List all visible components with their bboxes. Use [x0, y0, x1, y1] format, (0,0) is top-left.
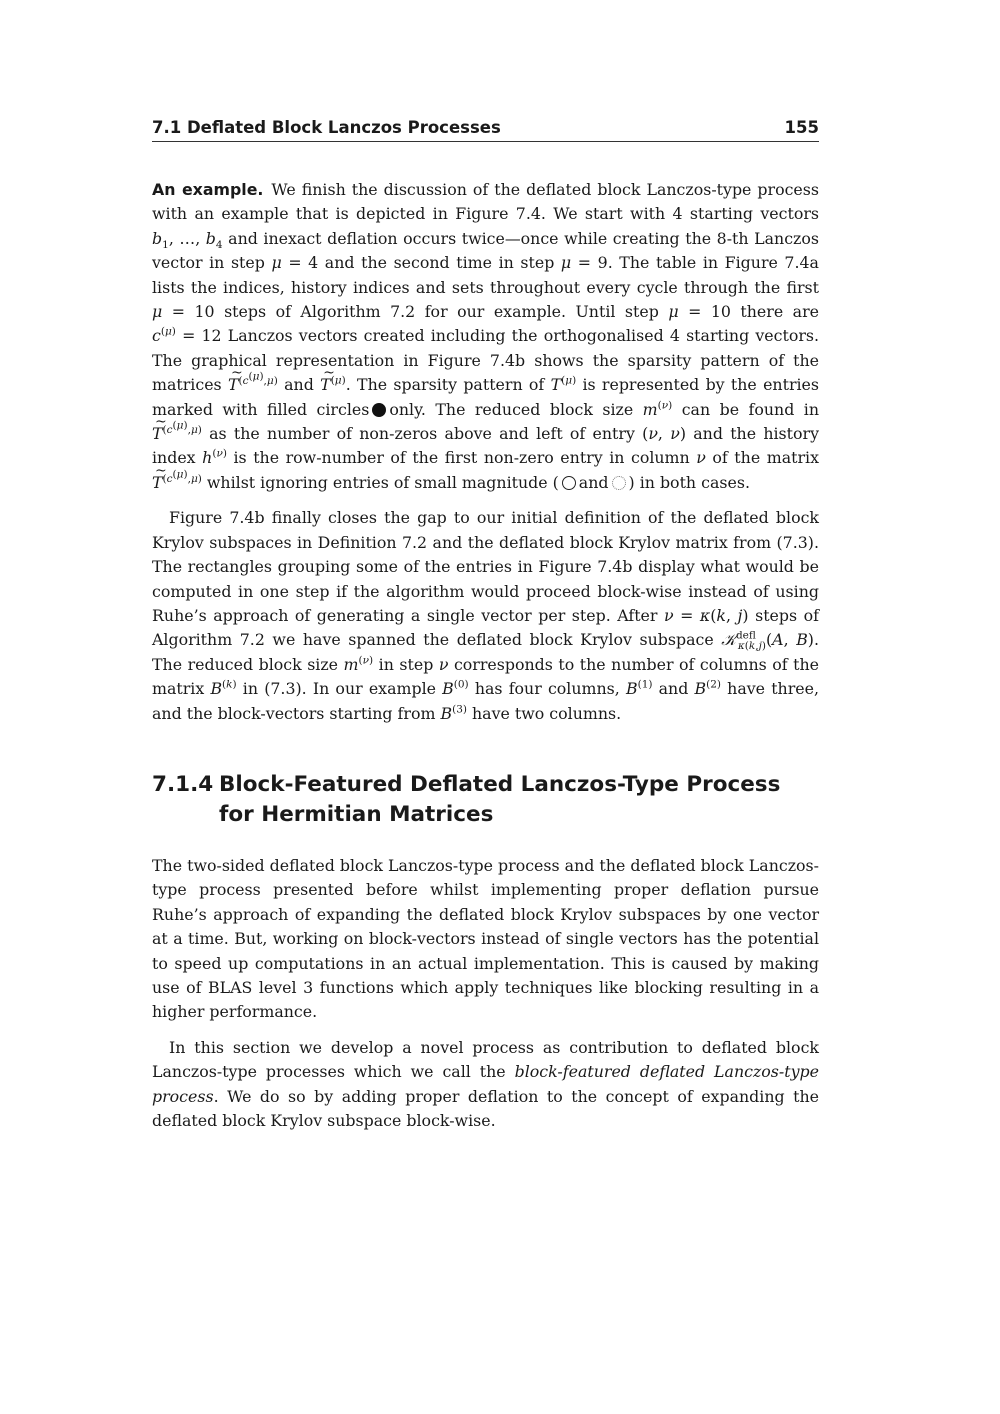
math-T-tilde-mu: ~ $T^{(\mu)}$	[320, 375, 346, 394]
open-circle-icon	[562, 476, 576, 490]
math-B-3: $B^{(3)}$	[440, 703, 467, 723]
math-krylov-subspace: 𝒦$^{defl}_{\kappa(k,j)}$(A, B)	[721, 630, 814, 653]
section-heading	[152, 770, 819, 830]
math-B-1: $B^{(1)}$	[625, 678, 653, 699]
running-head	[152, 118, 819, 142]
math-nu: ν	[696, 448, 706, 468]
paragraph-lead: An example.	[152, 180, 264, 199]
paragraph-intro: The two-sided deflated block Lanczos-type process and the deflated block Lanczos-type process presented before whilst implementing proper deflation pursue Ruhe’s approach of expanding the deflated block Krylov subspaces by one vector at a time. But, working on block-vectors instead of single vectors has the potential to speed up computations in an actual implementation. This is caused by making use of BLAS level 3 functions which apply techniques like blocking resulting in a higher performance.	[152, 855, 819, 1022]
section-number: 7.1.4	[152, 771, 214, 797]
dotted-circle-icon	[612, 476, 626, 490]
math-B-0: $B^{(0)}$	[442, 678, 469, 699]
math-vectors: $b_1$, …, $b_4$	[152, 228, 223, 251]
page	[152, 118, 819, 1133]
math-T-tilde-c-3: ~ $T^{(c^{(\mu)},\mu)}$	[152, 473, 202, 492]
math-entry-nu-nu: (ν, ν)	[642, 424, 686, 444]
paragraph-figure: Figure 7.4b finally closes the gap to our initial definition of the deflated block Krylov subspaces in Definition 7.2 and the deflated block Krylov matrix from (7.3). The rectangles grouping some of the entries in Figure 7.4b display what would be computed in one step if the algorithm would proceed block-wise instead of using Ruhe’s approach of generating a single vector per step. After ν = κ(k, j) steps of Algorithm 7.2 we have spanned the deflated block Krylov subspace 𝒦$^{defl}_{\kappa(k,j)}$(A, B). The reduced block size $m^{(\nu)}$ in step ν corresponds to the number of columns of the matrix $B^{(k)}$ in (7.3). In our example $B^{(0)}$ has four columns, $B^{(1)}$ and $B^{(2)}$ have three, and the block-vectors starting from $B^{(3)}$ have two columns.	[152, 508, 819, 723]
running-head-title: 7.1 Deflated Block Lanczos Processes	[152, 118, 501, 137]
math-c-mu: $c^{(\mu)} = 12$	[152, 326, 222, 346]
section-title: Block-Featured Deflated Lanczos-Type Process for Hermitian Matrices	[219, 771, 781, 827]
math-B-2: $B^{(2)}$	[694, 678, 721, 699]
math-m-nu-2: $m^{(\nu)}$	[343, 654, 374, 674]
paragraph-contribution: In this section we develop a novel process as contribution to deflated block Lanczos-type processes which we call the block-featured deflated Lanczos-type process. We do so by adding proper deflation to the concept of expanding the deflated block Krylov subspace block-wise.	[152, 1037, 819, 1130]
paragraph-example: An example. We finish the discussion of the deflated block Lanczos-type process with an example that is depicted in Figure 7.4. We start with 4 starting vectors $b_1$, …, $b_4$ and inexact deflation occurs twice—once while creating the 8-th Lanczos vector in step μ = 4 and the second time in step μ = 9. The table in Figure 7.4a lists the indices, history indices and sets throughout every cycle through the first μ = 10 steps of Algorithm 7.2 for our example. Until step μ = 10 there are $c^{(\mu)} = 12$ Lanczos vectors created including the orthogonalised 4 starting vectors. The graphical representation in Figure 7.4b shows the sparsity pattern of the matrices ~ $T^{(c^{(\mu)},\mu)}$ and ~ $T^{(\mu)}$. The sparsity pattern of $T^{(\mu)}$ is represented by the entries marked with filled circles only. The reduced block size $m^{(\nu)}$ can be found in ~ $T^{(c^{(\mu)},\mu)}$ as the number of non-zeros above and left of entry (ν, ν) and the history index $h^{(\nu)}$ is the row-number of the first non-zero entry in column ν of the matrix ~ $T^{(c^{(\mu)},\mu)}$ whilst ignoring entries of small magnitude ( and ) in both cases.	[152, 178, 819, 495]
math-h-nu: $h^{(\nu)}$	[202, 448, 227, 468]
math-step-10b: μ = 10	[668, 302, 731, 322]
math-T-tilde-c: ~ $T^{(c^{(\mu)},\mu)}$	[228, 375, 278, 394]
math-T-tilde-c-2: ~ $T^{(c^{(\mu)},\mu)}$	[152, 424, 202, 443]
math-step-10: μ = 10	[152, 302, 215, 322]
emphasis-process-name: block-featured deflated Lanczos-type process	[152, 1062, 819, 1106]
math-step-9: μ = 9	[560, 253, 608, 273]
math-T-mu: $T^{(\mu)}$	[550, 374, 577, 395]
filled-circle-icon	[372, 403, 386, 417]
math-nu-2: ν	[438, 654, 449, 674]
math-nu-kappa: ν = κ(k, j)	[663, 605, 749, 625]
page-number: 155	[784, 118, 819, 137]
math-B-k: $B^{(k)}$	[210, 678, 237, 699]
math-step-4: μ = 4	[271, 253, 319, 273]
math-m-nu: $m^{(\nu)}$	[642, 399, 673, 419]
